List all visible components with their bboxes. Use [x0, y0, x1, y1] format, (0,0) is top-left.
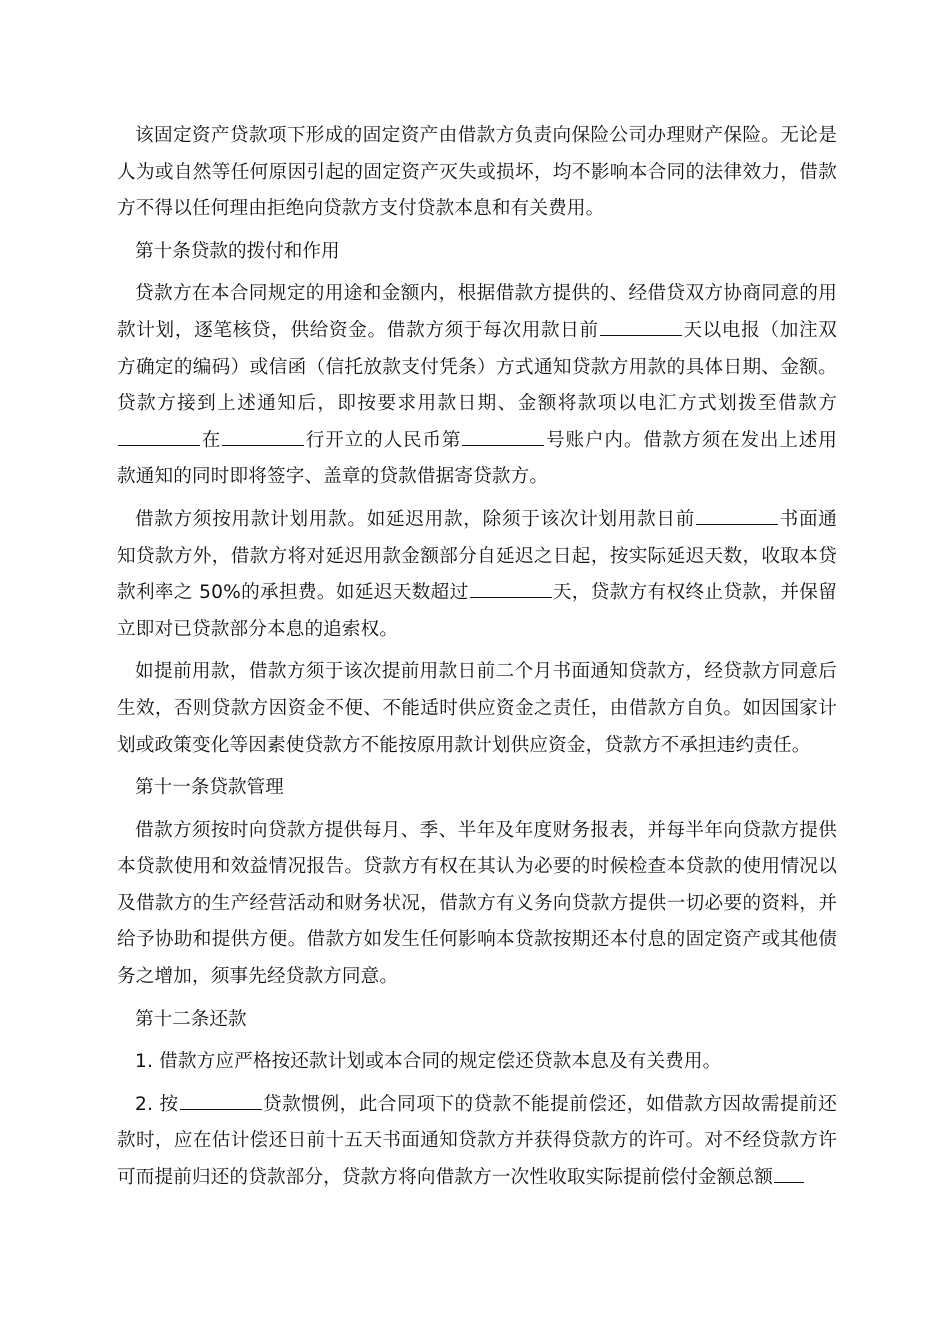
- text-segment: 如提前用款，借款方须于该次提前用款日前二个月书面通知贷款方，经贷款方同意后生效，否则贷款方因资金不便、不能适时供应资金之责任，由借款方自负。如因国家计划或政策变化等因素使贷款方不能按原用款计划供应资金，贷款方不承担违约责任。: [117, 661, 837, 756]
- paragraph-delayed-use: [117, 502, 837, 648]
- text-segment: 行开立的人民币第: [305, 429, 462, 451]
- paragraph-loan-management: [117, 813, 837, 996]
- blank-custom-field[interactable]: [180, 1090, 262, 1110]
- section-heading-article-11: 第十一条贷款管理: [135, 777, 284, 799]
- text-segment: 借款方须按用款计划用款。如延迟用款，除须于该次计划用款日前: [135, 508, 696, 530]
- text-segment: 在: [201, 429, 222, 451]
- text-segment: 该固定资产贷款项下形成的固定资产由借款方负责向保险公司办理财产保险。无论是人为或自然等任何原因引起的固定资产灭失或损坏，均不影响本合同的法律效力，借款方不得以任何理由拒绝向贷款方支付贷款本息和有关费用。: [117, 125, 837, 220]
- paragraph-repayment-2: [117, 1087, 837, 1197]
- text-segment: 1. 借款方应严格按还款计划或本合同的规定偿还贷款本息及有关费用。: [135, 1051, 722, 1073]
- text-segment: 借款方须按时向贷款方提供每月、季、半年及年度财务报表，并每半年向贷款方提供本贷款使用和效益情况报告。贷款方有权在其认为必要的时候检查本贷款的使用情况以及借款方的生产经营活动和财务状况，借款方有义务向贷款方提供一切必要的资料，并给予协助和提供方便。借款方如发生任何影响本贷款按期还本付息的固定资产或其他债务之增加，须事先经贷款方同意。: [117, 819, 837, 988]
- paragraph-insurance: [117, 118, 837, 228]
- blank-days-field[interactable]: [600, 316, 682, 336]
- text-segment: 书面通知贷款方外，借款方将对延迟用款金额部分自延迟之日起，按实际延迟天数，收取本贷款利率之 50%的承担费。如延迟天数超过: [117, 508, 837, 604]
- blank-notice-field[interactable]: [696, 505, 778, 525]
- blank-account-field[interactable]: [462, 426, 544, 446]
- section-heading-article-12: 第十二条还款: [135, 1008, 247, 1030]
- blank-branch-field[interactable]: [222, 426, 304, 446]
- blank-amount-field[interactable]: [774, 1163, 804, 1183]
- text-segment: 天以电报（加注双方确定的编码）或信函（信托放款支付凭条）方式通知贷款方用款的具体日期、金额。贷款方接到上述通知后，即按要求用款日期、金额将款项以电汇方式划拨至借款方: [117, 319, 837, 415]
- text-segment: 贷款惯例，此合同项下的贷款不能提前偿还，如借款方因故需提前还款时，应在估计偿还日前十五天书面通知贷款方并获得贷款方的许可。对不经贷款方许可而提前归还的贷款部分，贷款方将向借款方一次性收取实际提前偿付金额总额: [117, 1093, 837, 1189]
- blank-bank-field[interactable]: [118, 426, 200, 446]
- text-segment: 贷款方在本合同规定的用途和金额内，根据借款方提供的、经借贷双方协商同意的用款计划，逐笔核贷，供给资金。借款方须于每次用款日前: [117, 283, 837, 341]
- blank-delay-days-field[interactable]: [470, 579, 552, 599]
- section-heading-article-10: 第十条贷款的拨付和作用: [135, 240, 340, 262]
- paragraph-disbursement: [117, 276, 837, 496]
- text-segment: 号账户内。借款方须在发出上述用款通知的同时即将签字、盖章的贷款借据寄贷款方。: [117, 429, 837, 488]
- text-segment: 2. 按: [135, 1093, 179, 1115]
- paragraph-early-use: [117, 654, 837, 764]
- paragraph-repayment-1: [117, 1044, 837, 1081]
- document-page: [117, 118, 837, 1203]
- text-segment: 天，贷款方有权终止贷款，并保留立即对已贷款部分本息的追索权。: [117, 582, 837, 640]
